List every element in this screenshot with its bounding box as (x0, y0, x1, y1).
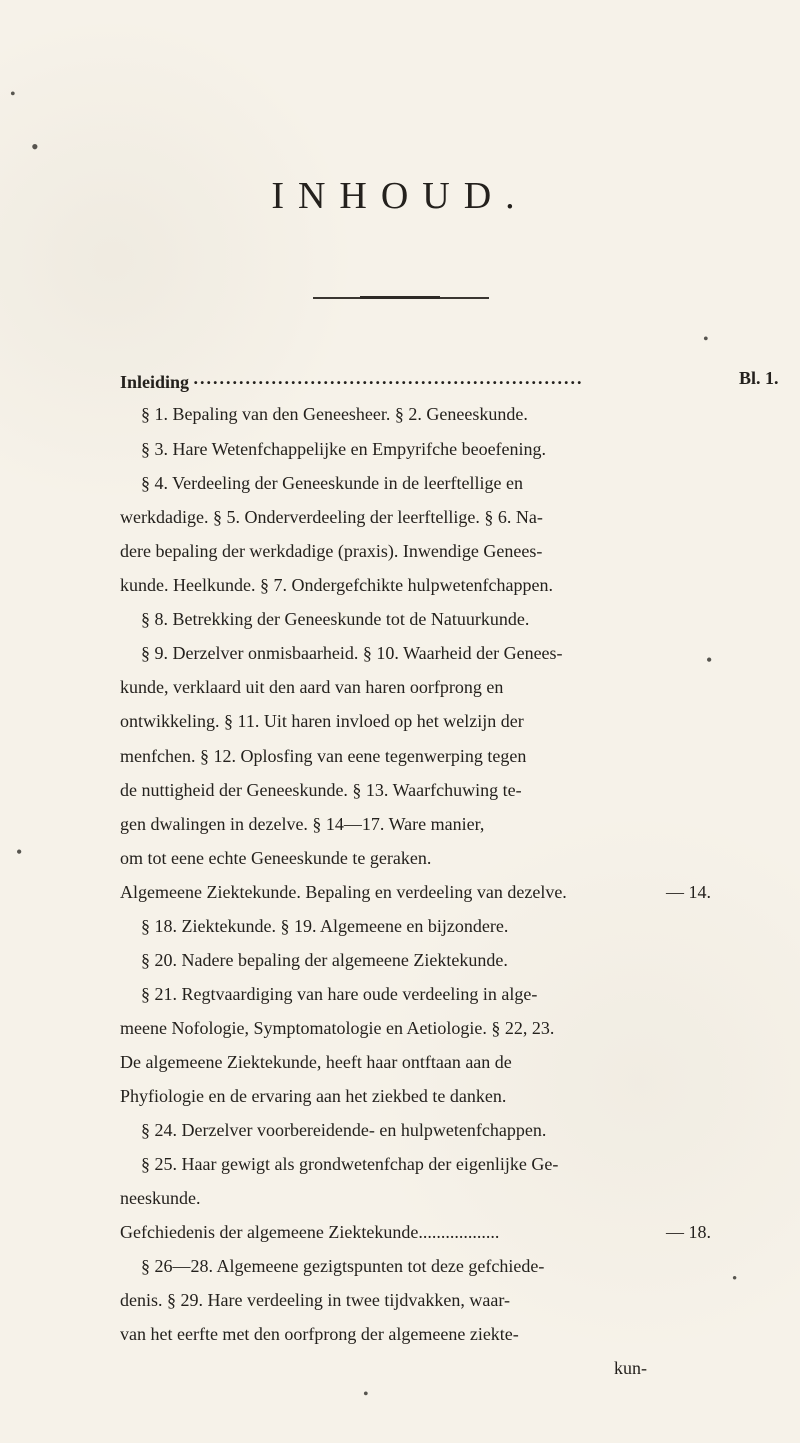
toc-line: § 1. Bepaling van den Geneesheer. § 2. Geneeskunde. (141, 404, 528, 424)
toc-page-label: Bl. 1. (739, 368, 779, 388)
toc-page-number: — 14. (666, 882, 711, 902)
toc-line: dere bepaling der werkdadige (praxis). Inwendige Genees- (120, 541, 543, 561)
toc-line: kunde, verklaard uit den aard van haren oorfprong en (120, 677, 504, 697)
toc-line: ontwikkeling. § 11. Uit haren invloed op het welzijn der (120, 711, 524, 731)
toc-line: § 21. Regtvaardiging van hare oude verdeeling in alge- (141, 984, 538, 1004)
toc-page-number: — 18. (666, 1222, 711, 1242)
toc-line: menfchen. § 12. Oplosfing van eene tegenwerping tegen (120, 746, 527, 766)
toc-line: § 18. Ziektekunde. § 19. Algemeene en bijzondere. (141, 916, 509, 936)
paper-speck: • (31, 134, 39, 159)
toc-line: neeskunde. (120, 1188, 201, 1208)
toc-line: kunde. Heelkunde. § 7. Ondergefchikte hulpwetenfchappen. (120, 575, 554, 595)
toc-line: § 24. Derzelver voorbereidende- en hulpwetenfchappen. (141, 1120, 547, 1140)
paper-speck: • (16, 842, 23, 862)
catchword: kun- (614, 1358, 647, 1378)
toc-line: § 25. Haar gewigt als grondwetenfchap der eigenlijke Ge- (141, 1154, 559, 1174)
toc-line: de nuttigheid der Geneeskunde. § 13. Waarfchuwing te- (120, 780, 522, 800)
toc-line: § 4. Verdeeling der Geneeskunde in de leerftellige en (141, 473, 524, 493)
toc-line: De algemeene Ziektekunde, heeft haar ontftaan aan de (120, 1052, 512, 1072)
toc-line: gen dwalingen in dezelve. § 14—17. Ware manier, (120, 814, 485, 834)
toc-line: § 20. Nadere bepaling der algemeene Ziektekunde. (141, 950, 508, 970)
toc-line: denis. § 29. Hare verdeeling in twee tijdvakken, waar- (120, 1290, 510, 1310)
paper-speck: • (703, 331, 709, 348)
toc-line: § 26—28. Algemeene gezigtspunten tot deze gefchiede- (141, 1256, 545, 1276)
toc-line: meene Nofologie, Symptomatologie en Aetiologie. § 22, 23. (120, 1018, 555, 1038)
title-rule-accent (360, 296, 440, 299)
toc-line: § 8. Betrekking der Geneeskunde tot de Natuurkunde. (141, 609, 530, 629)
toc-section-title: Gefchiedenis der algemeene Ziektekunde.................. (120, 1222, 500, 1242)
page-title: INHOUD. (271, 175, 529, 217)
toc-entry-title: Inleiding (120, 372, 190, 392)
toc-entry-inleiding (120, 368, 779, 392)
toc-line: van het eerfte met den oorfprong der algemeene ziekte- (120, 1324, 519, 1344)
paper-speck: • (10, 86, 16, 103)
toc-line: om tot eene echte Geneeskunde te geraken. (120, 848, 432, 868)
paper-speck: • (732, 1271, 738, 1287)
toc-leader-dots: ............................................................ (193, 368, 584, 388)
toc-line: § 9. Derzelver onmisbaarheid. § 10. Waarheid der Genees- (141, 643, 563, 663)
paper-speck: • (363, 1386, 369, 1403)
toc-section-title: Algemeene Ziektekunde. Bepaling en verdeeling van dezelve. (120, 882, 567, 902)
toc-line: § 3. Hare Wetenfchappelijke en Empyrifche beoefening. (141, 439, 547, 459)
toc-line: werkdadige. § 5. Onderverdeeling der leerftellige. § 6. Na- (120, 507, 543, 527)
toc-line: Phyfiologie en de ervaring aan het ziekbed te danken. (120, 1086, 507, 1106)
paper-speck: • (706, 650, 713, 670)
